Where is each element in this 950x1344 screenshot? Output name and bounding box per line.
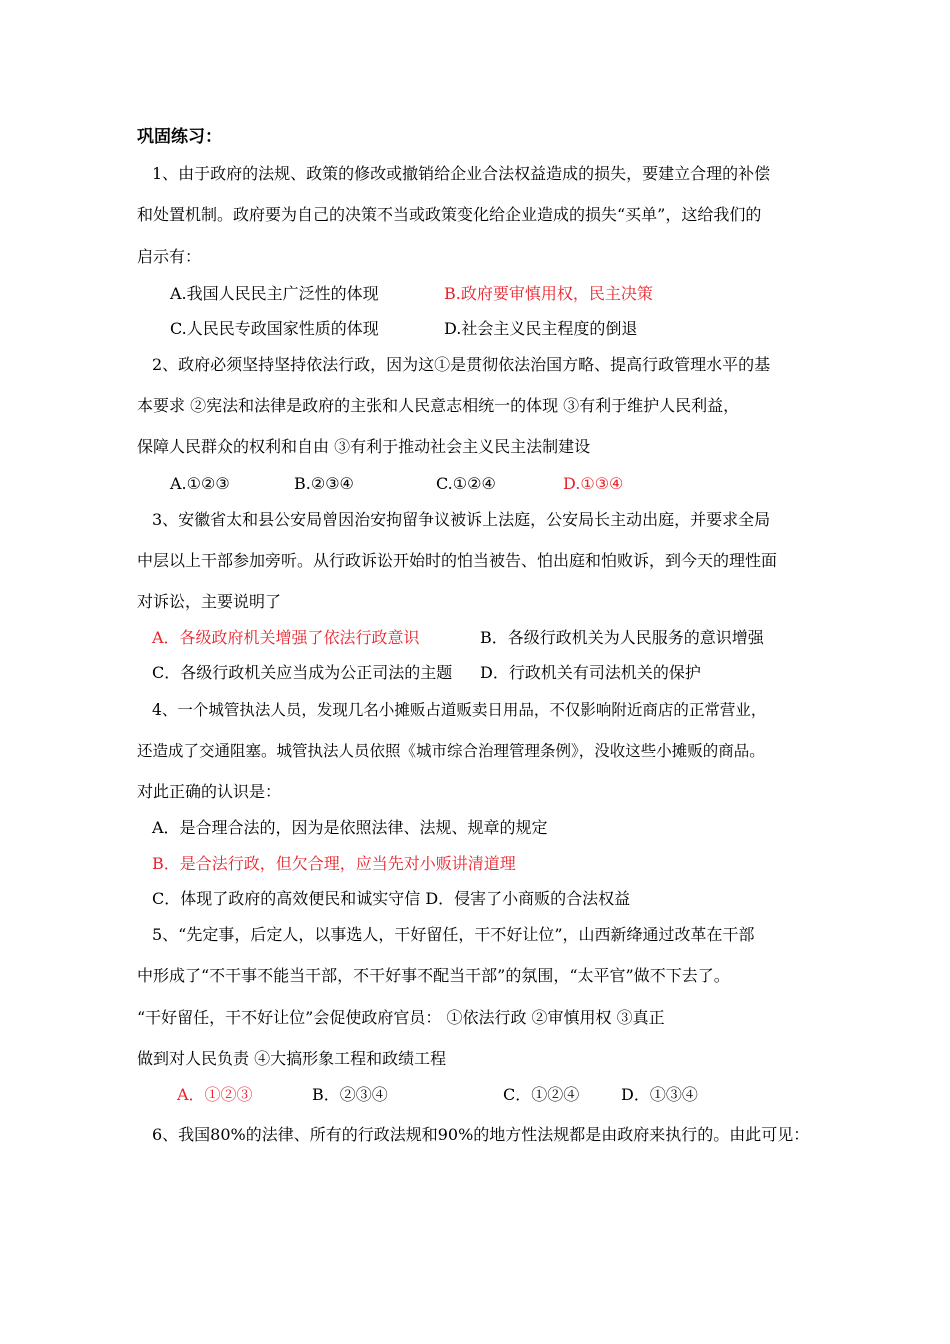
q5-option-a-answer: A．①②③ — [177, 1085, 253, 1104]
q5-line-1: 5、“先定事，后定人，以事选人，干好留任，干不好让位”，山西新绛通过改革在干部 — [152, 925, 755, 944]
q4-line-3: 对此正确的认识是： — [137, 782, 282, 801]
q1-option-b-answer: B.政府要审慎用权，民主决策 — [444, 284, 653, 303]
q5-line-4: 做到对人民负责 ④大搞形象工程和政绩工程 — [137, 1049, 447, 1068]
q1-line-2: 和处置机制。政府要为自己的决策不当或政策变化给企业造成的损失“买单”，这给我们的 — [137, 205, 762, 224]
q3-option-a-answer: A．各级政府机关增强了依法行政意识 — [152, 628, 420, 647]
q2-option-a: A.①②③ — [170, 474, 230, 493]
q5-option-d: D．①③④ — [621, 1085, 698, 1104]
q4-line-2: 还造成了交通阻塞。城管执法人员依照《城市综合治理管理条例》，没收这些小摊贩的商品。 — [137, 742, 765, 760]
q1-option-a: A.我国人民民主广泛性的体现 — [170, 284, 379, 303]
q2-line-3: 保障人民群众的权利和自由 ③有利于推动社会主义民主法制建设 — [137, 437, 591, 456]
q3-line-3: 对诉讼，主要说明了 — [137, 592, 282, 611]
q2-option-d-answer: D.①③④ — [563, 474, 624, 493]
q4-line-1: 4、一个城管执法人员，发现几名小摊贩占道贩卖日用品，不仅影响附近商店的正常营业， — [152, 701, 767, 719]
q1-line-3: 启示有： — [137, 247, 202, 266]
q2-option-c: C.①②④ — [436, 474, 496, 493]
q3-line-1: 3、安徽省太和县公安局曾因治安拘留争议被诉上法庭，公安局长主动出庭，并要求全局 — [152, 510, 771, 529]
q2-option-b: B.②③④ — [294, 474, 354, 493]
q5-option-c: C．①②④ — [503, 1085, 580, 1104]
q2-line-2: 本要求 ②宪法和法律是政府的主张和人民意志相统一的体现 ③有利于维护人民利益， — [137, 396, 740, 415]
q1-option-c: C.人民民专政国家性质的体现 — [170, 319, 379, 338]
q3-option-d: D．行政机关有司法机关的保护 — [480, 663, 701, 682]
q4-option-b-answer: B．是合法行政，但欠合理，应当先对小贩讲清道理 — [152, 854, 516, 873]
q3-option-b: B．各级行政机关为人民服务的意识增强 — [480, 628, 764, 647]
q3-line-2: 中层以上干部参加旁听。从行政诉讼开始时的怕当被告、怕出庭和怕败诉，到今天的理性面 — [137, 551, 778, 570]
q5-option-b: B．②③④ — [312, 1085, 388, 1104]
q6-line-1: 6、我国80%的法律、所有的行政法规和90%的地方性法规都是由政府来执行的。由此可见： — [152, 1125, 810, 1144]
q2-line-1: 2、政府必须坚持坚持依法行政，因为这①是贯彻依法治国方略、提高行政管理水平的基 — [152, 355, 771, 374]
q3-option-c: C．各级行政机关应当成为公正司法的主题 — [152, 663, 453, 682]
q5-line-3: “干好留任，干不好让位”会促使政府官员： ①依法行政 ②审慎用权 ③真正 — [137, 1008, 665, 1027]
q5-line-2: 中形成了“不干事不能当干部，不干好事不配当干部”的氛围，“太平官”做不下去了。 — [137, 966, 730, 985]
q1-option-d: D.社会主义民主程度的倒退 — [444, 319, 638, 338]
page-title: 巩固练习： — [137, 127, 222, 147]
q4-option-c-d: C．体现了政府的高效便民和诚实守信 D．侵害了小商贩的合法权益 — [152, 889, 631, 908]
q1-line-1: 1、由于政府的法规、政策的修改或撤销给企业合法权益造成的损失，要建立合理的补偿 — [152, 164, 771, 183]
q4-option-a: A．是合理合法的，因为是依照法律、法规、规章的规定 — [152, 818, 548, 837]
